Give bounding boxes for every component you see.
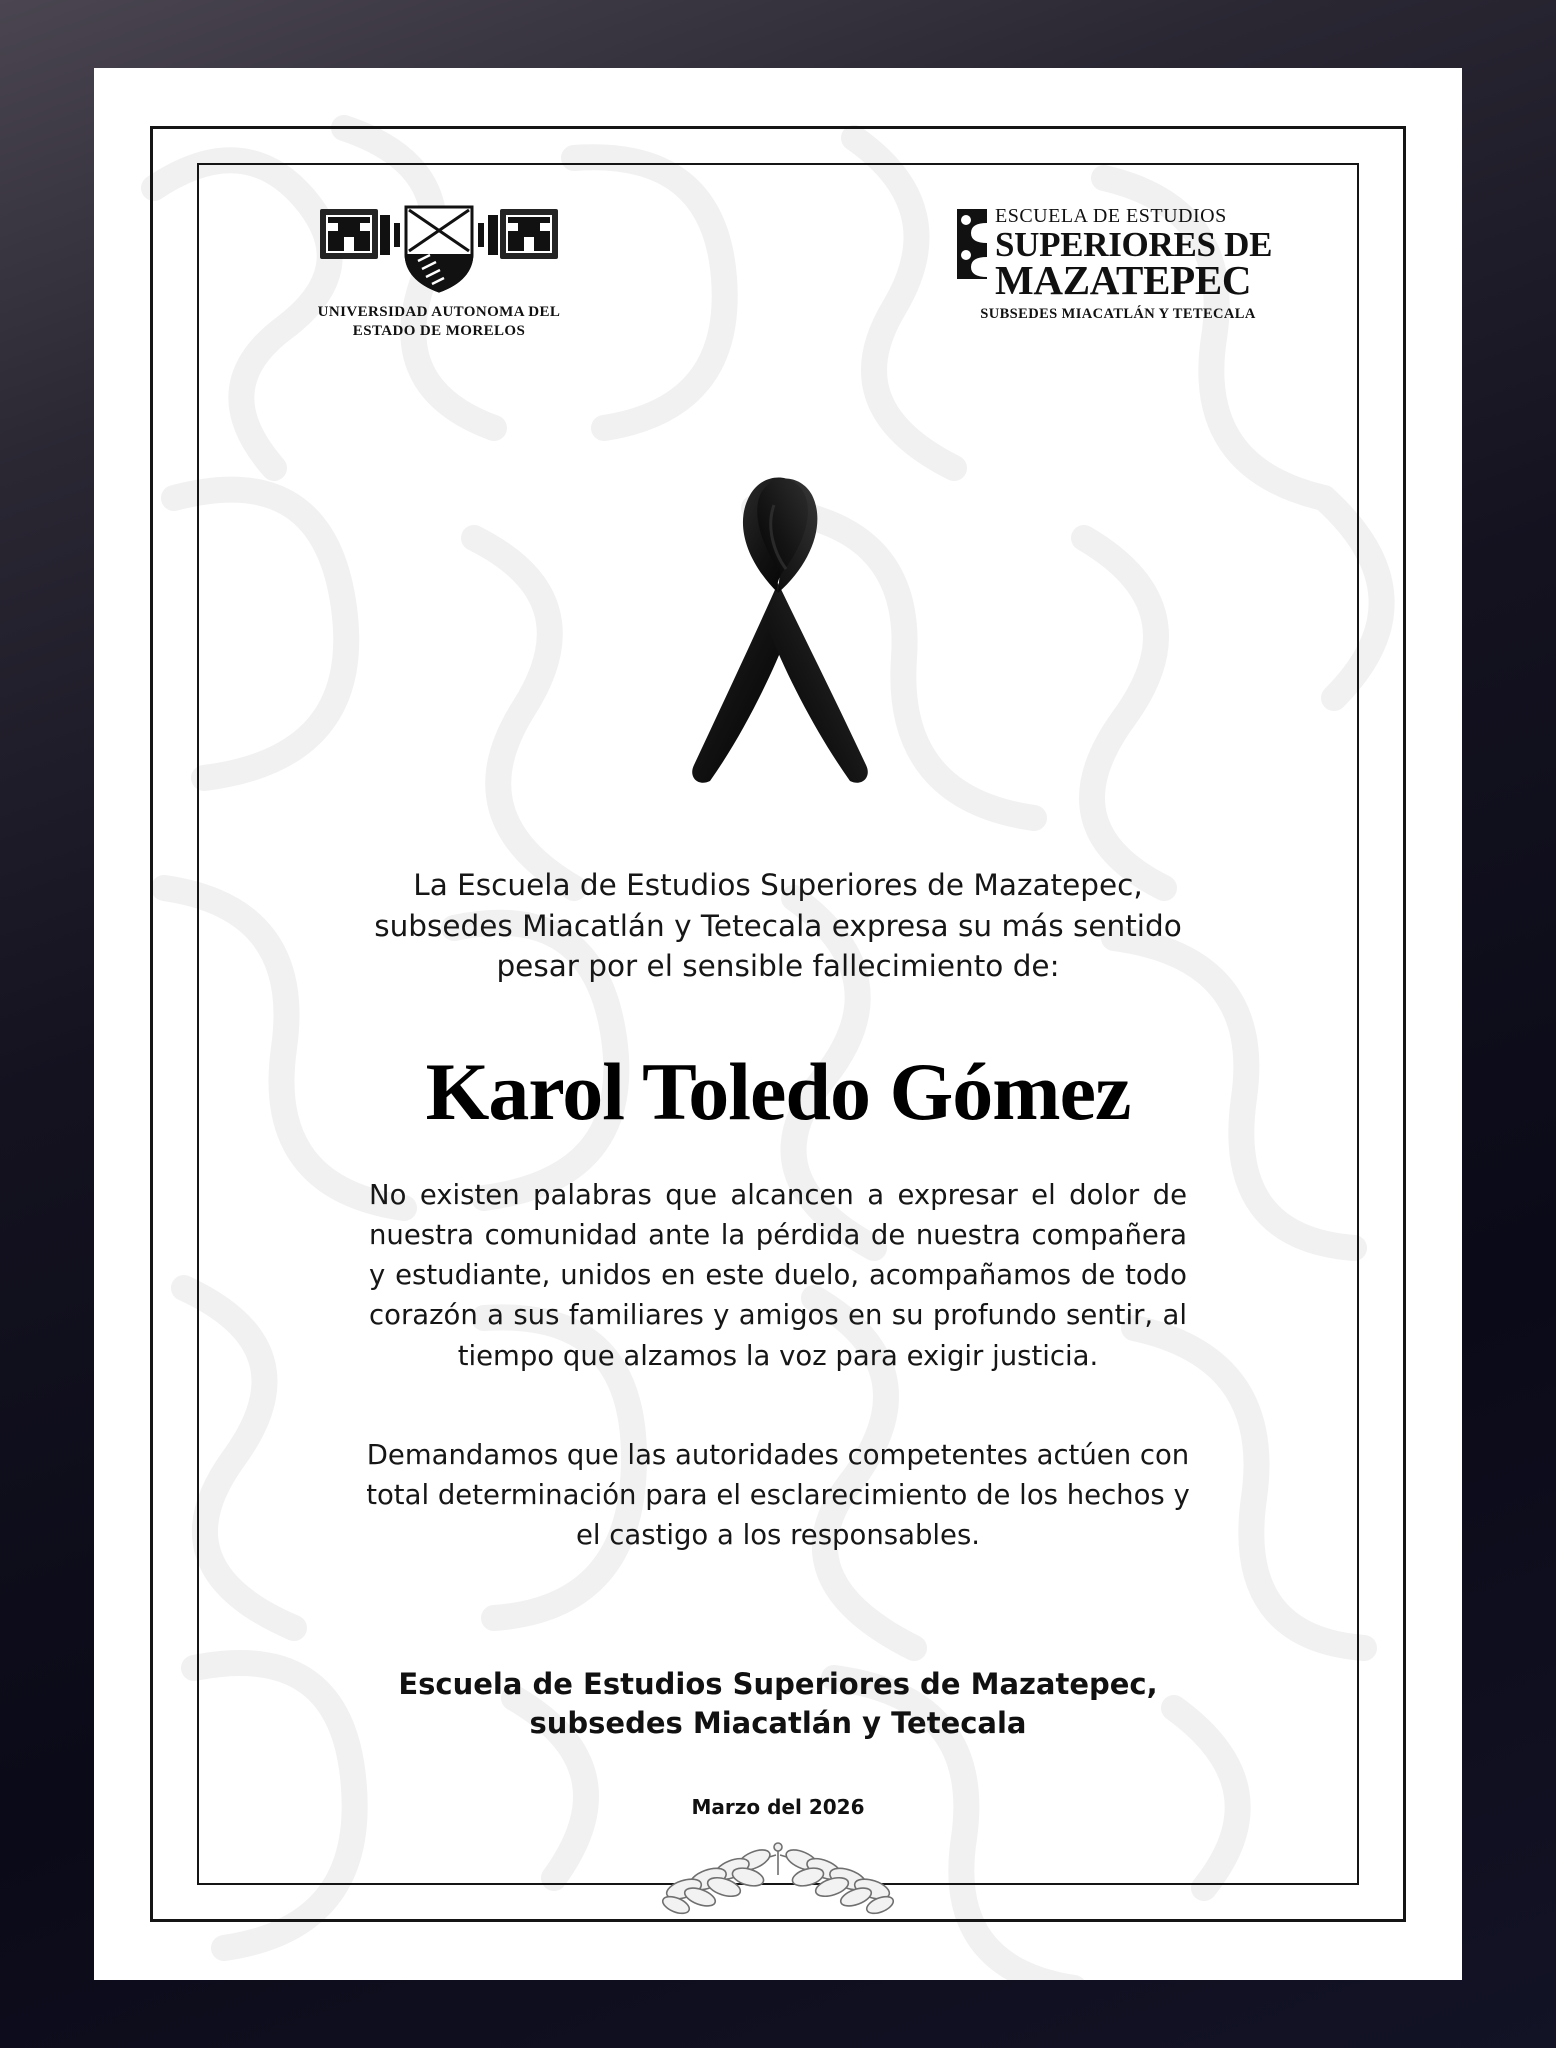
uaem-crest-icon bbox=[314, 199, 564, 299]
intro-paragraph: La Escuela de Estudios Superiores de Mazatepec, subsedes Miacatlán y Tetecala expresa su más sentido pesar por el sensible fallecimiento de: bbox=[374, 868, 1182, 984]
deceased-name: Karol Toledo Gómez bbox=[425, 1046, 1131, 1137]
condolence-paragraph-1: No existen palabras que alcancen a expresar el dolor de nuestra comunidad ante la pérdida de nuestra compañera y estudiante, unidos en este duelo, acompañamos de todo corazón a sus familiares y amigos en su profundo sentir, al tiempo que alzamos la voz para exigir justicia. bbox=[369, 1179, 1187, 1372]
ees-logo-subtitle: SUBSEDES MIACATLÁN Y TETECALA bbox=[980, 306, 1256, 323]
uaem-logo bbox=[299, 199, 579, 341]
signature-line-2: subsedes Miacatlán y Tetecala bbox=[529, 1706, 1027, 1741]
notice-date: Marzo del 2026 bbox=[691, 1795, 865, 1819]
card-border-outer bbox=[150, 126, 1406, 1922]
uaem-logo-line1: UNIVERSIDAD AUTONOMA DEL bbox=[317, 304, 561, 320]
signature-block bbox=[349, 1665, 1207, 1743]
signature-line-1: Escuela de Estudios Superiores de Mazatepec, bbox=[398, 1667, 1158, 1701]
ees-logo-line3: MAZATEPEC bbox=[995, 257, 1252, 304]
laurel-ornament bbox=[199, 1833, 1357, 1923]
ees-logo bbox=[953, 205, 1283, 323]
condolence-paragraph-2: Demandamos que las autoridades competentes actúen con total determinación para el esclarecimiento de los hechos y el castigo a los responsables. bbox=[366, 1439, 1190, 1552]
laurel-branch-ornament-icon bbox=[628, 1833, 928, 1923]
ees-logo-line1: ESCUELA DE ESTUDIOS bbox=[995, 205, 1227, 227]
ees-logo-line2: SUPERIORES DE bbox=[995, 225, 1273, 264]
header bbox=[269, 199, 1287, 349]
black-mourning-ribbon-icon bbox=[628, 465, 928, 795]
notice-card bbox=[94, 68, 1462, 1980]
ees-monogram-icon bbox=[953, 207, 991, 281]
card-border-inner bbox=[197, 163, 1359, 1885]
uaem-logo-line2: ESTADO DE MORELOS bbox=[352, 322, 526, 339]
mourning-ribbon bbox=[199, 465, 1357, 805]
